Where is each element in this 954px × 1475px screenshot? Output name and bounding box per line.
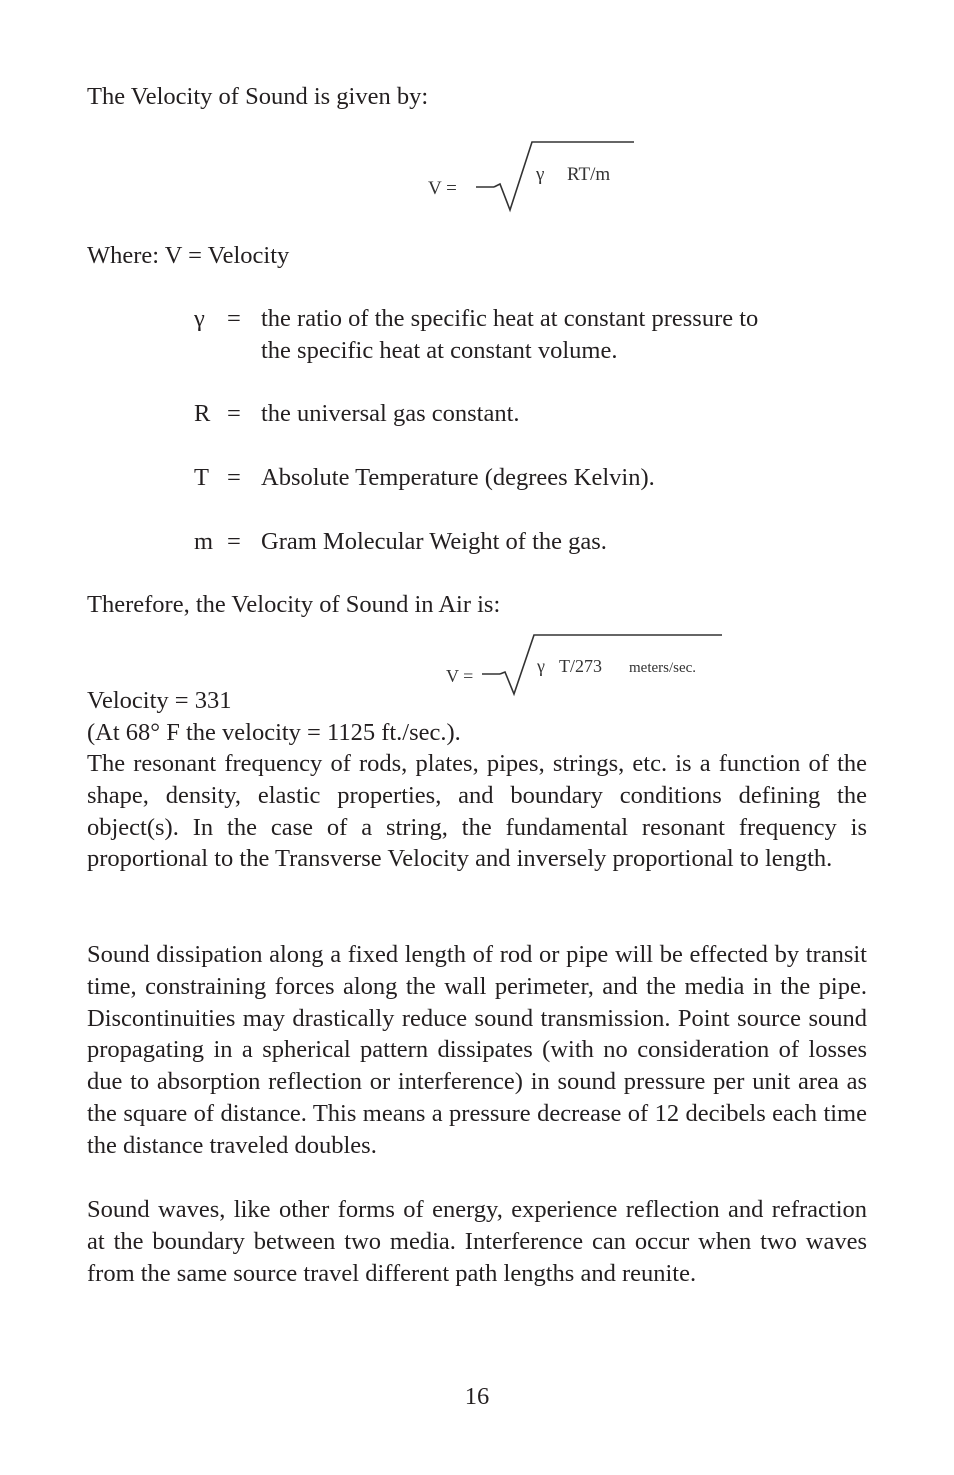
where-line: Where: V = Velocity: [87, 242, 290, 269]
radical-sign: [494, 142, 634, 210]
formula-units: meters/sec.: [629, 660, 697, 676]
page-number: 16: [464, 1383, 490, 1410]
definition-symbol: R: [194, 400, 211, 427]
formula-lhs: V =: [446, 666, 474, 686]
definition-equals: =: [227, 400, 241, 427]
intro-text: The Velocity of Sound is given by:: [87, 83, 429, 110]
definition-symbol: T: [194, 464, 209, 491]
paragraph-sound-dissipation: Sound dissipation along a fixed length of rod or pipe will be effected by transit time, constraining forces along the wall perimeter, and the media in the pipe. Discontinuities may drastically reduce sound transmission. Point source sound propagating in a spherical pattern dissipates (with no consideration of losses due to absorption reflection or interference) in sound pressure per unit area as the square of distance. This means a pressure decrease of 12 decibels each time the distance traveled doubles.: [87, 941, 867, 1159]
formula-radicand: RT/m: [567, 164, 611, 185]
formula-svg: [446, 632, 726, 698]
definition-equals: =: [227, 528, 241, 555]
formula-gamma: γ: [537, 656, 545, 676]
paragraph-sound-waves: Sound waves, like other forms of energy, experience reflection and refraction at the boundary between two media. Interference can occur when two waves from the same source travel different path lengths and reunite.: [87, 1196, 867, 1287]
paragraph-resonant-frequency: The resonant frequency of rods, plates, pipes, strings, etc. is a function of the shape, density, elastic properties, and boundary conditions defining the object(s). In the case of a string, the fundamental resonant frequency is proportional to the Transverse Velocity and inversely proportional to length.: [87, 750, 867, 873]
definition-text: the specific heat at constant volume.: [261, 337, 618, 364]
definition-equals: =: [227, 305, 241, 332]
formula-radicand: T/273: [559, 656, 602, 676]
definition-text: Absolute Temperature (degrees Kelvin).: [261, 464, 655, 491]
air-velocity-formula: [446, 632, 726, 698]
definition-text: the universal gas constant.: [261, 400, 520, 427]
velocity-formula: [428, 138, 638, 216]
formula-gamma: γ: [536, 164, 545, 185]
definition-text: the ratio of the specific heat at constant pressure to: [261, 305, 759, 332]
definition-text: Gram Molecular Weight of the gas.: [261, 528, 607, 555]
therefore-text: Therefore, the Velocity of Sound in Air is:: [87, 591, 501, 618]
formula-svg: [428, 138, 638, 216]
fahrenheit-note: (At 68° F the velocity = 1125 ft./sec.).: [87, 719, 461, 746]
formula-lhs: V =: [428, 178, 457, 199]
definition-equals: =: [227, 464, 241, 491]
velocity-value: Velocity = 331: [87, 687, 232, 714]
definition-symbol: m: [194, 528, 214, 555]
definition-symbol: γ: [194, 305, 205, 332]
